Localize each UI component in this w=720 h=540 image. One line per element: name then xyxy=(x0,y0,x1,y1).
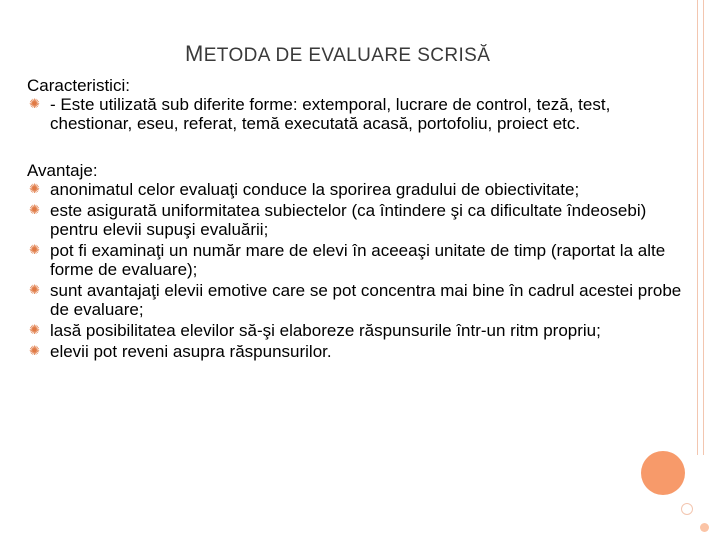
sunburst-bullet-icon: ✺ xyxy=(29,242,40,257)
list-item-text: anonimatul celor evaluaţi conduce la sporirea gradului de obiectivitate; xyxy=(50,180,580,199)
characteristics-list xyxy=(27,95,687,133)
list-item xyxy=(27,241,687,279)
section-heading-characteristics: Caracteristici: xyxy=(27,76,130,95)
sunburst-bullet-icon: ✺ xyxy=(29,322,40,337)
title-rest: ETODA DE EVALUARE SCRISĂ xyxy=(203,45,491,66)
sunburst-bullet-icon: ✺ xyxy=(29,282,40,297)
list-item-text: lasă posibilitatea elevilor să-şi elaboreze răspunsurile într-un ritm propriu; xyxy=(50,321,601,340)
list-item xyxy=(27,281,687,319)
slide-title xyxy=(185,41,490,67)
sunburst-bullet-icon: ✺ xyxy=(29,202,40,217)
list-item xyxy=(27,342,687,361)
list-item xyxy=(27,95,687,133)
title-initial: M xyxy=(185,41,204,66)
list-item xyxy=(27,321,687,340)
list-item-text: sunt avantajaţi elevii emotive care se pot concentra mai bine în cadrul acestei probe de evaluare; xyxy=(50,281,682,319)
decorative-circle-outline xyxy=(681,503,693,515)
decorative-circle xyxy=(641,451,685,495)
list-item-text: - Este utilizată sub diferite forme: extemporal, lucrare de control, teză, test, chestionar, eseu, referat, temă executată acasă, portofoliu, proiect etc. xyxy=(50,95,611,133)
decorative-vertical-line xyxy=(703,0,704,455)
list-item xyxy=(27,201,687,239)
spacer xyxy=(27,135,687,161)
advantages-list xyxy=(27,180,687,361)
sunburst-bullet-icon: ✺ xyxy=(29,343,40,358)
list-item-text: pot fi examinaţi un număr mare de elevi în aceeaşi unitate de timp (raportat la alte forme de evaluare); xyxy=(50,241,666,279)
slide-content xyxy=(27,76,687,363)
list-item-text: este asigurată uniformitatea subiectelor (ca întindere şi ca dificultate îndeosebi) pentru elevii supuşi evaluării; xyxy=(50,201,647,239)
sunburst-bullet-icon: ✺ xyxy=(29,96,40,111)
decorative-vertical-line xyxy=(697,0,698,455)
list-item-text: elevii pot reveni asupra răspunsurilor. xyxy=(50,342,332,361)
list-item xyxy=(27,180,687,199)
decorative-circle-small xyxy=(700,523,709,532)
sunburst-bullet-icon: ✺ xyxy=(29,181,40,196)
section-heading-advantages: Avantaje: xyxy=(27,161,98,180)
